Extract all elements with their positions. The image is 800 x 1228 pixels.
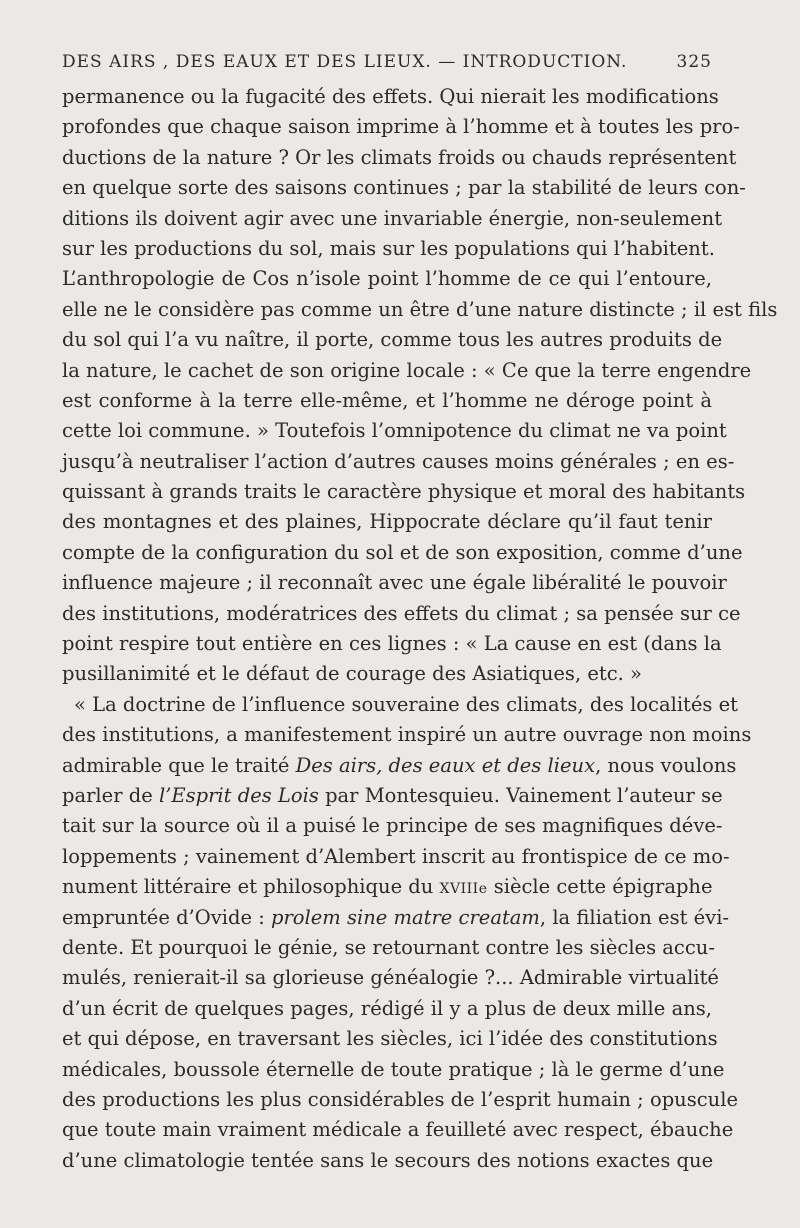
text-line: d’une climatologie tentée sans le secours des notions exactes que xyxy=(62,1148,714,1172)
text-run: empruntée d’Ovide : xyxy=(62,905,271,929)
text-line: des productions les plus considérables de l’esprit humain ; opuscule xyxy=(62,1087,738,1111)
text-line: est conforme à la terre elle-même, et l’homme ne déroge point à xyxy=(62,388,712,412)
text-line: que toute main vraiment médicale a feuilleté avec respect, ébauche xyxy=(62,1118,734,1142)
paragraph-start-line: « La doctrine de l’influence souveraine des climats, des localités et xyxy=(74,692,739,716)
text-line xyxy=(62,751,737,781)
text-line: des montagnes et des plaines, Hippocrate déclare qu’il faut tenir xyxy=(62,510,712,534)
text-line: et qui dépose, en traversant les siècles, ici l’idée des constitutions xyxy=(62,1027,718,1051)
italic-title: l’Esprit des Lois xyxy=(158,783,319,807)
text-line: quissant à grands traits le caractère physique et moral des habitants xyxy=(62,480,746,504)
text-line: sur les productions du sol, mais sur les populations qui l’habitent. xyxy=(62,236,715,260)
text-line: tait sur la source où il a puisé le principe de ses magnifiques déve- xyxy=(62,814,723,838)
text-line: elle ne le considère pas comme un être d’une nature distincte ; il est fils xyxy=(62,297,778,321)
text-line: profondes que chaque saison imprime à l’homme et à toutes les pro- xyxy=(62,115,740,139)
text-line: des institutions, modératrices des effets du climat ; sa pensée sur ce xyxy=(62,601,741,625)
text-line: médicales, boussole éternelle de toute pratique ; là le germe d’une xyxy=(62,1057,725,1081)
text-line: point respire tout entière en ces lignes : « La cause en est (dans la xyxy=(62,632,722,656)
text-run: siècle cette épigraphe xyxy=(487,875,713,899)
text-line: en quelque sorte des saisons continues ; par la stabilité de leurs con- xyxy=(62,176,746,200)
running-header xyxy=(62,52,712,72)
text-line: cette loi commune. » Toutefois l’omnipotence du climat ne va point xyxy=(62,419,727,443)
text-line: du sol qui l’a vu naître, il porte, comme tous les autres produits de xyxy=(62,328,723,352)
text-line: influence majeure ; il reconnaît avec une égale libéralité le pouvoir xyxy=(62,571,727,595)
text-line: ditions ils doivent agir avec une invariable énergie, non-seulement xyxy=(62,206,723,230)
text-run: parler de xyxy=(62,783,159,807)
text-line xyxy=(62,872,712,902)
text-line xyxy=(62,781,723,811)
text-line: la nature, le cachet de son origine locale : « Ce que la terre engendre xyxy=(62,358,752,382)
text-line: mulés, renierait-il sa glorieuse généalogie ?... Admirable virtualité xyxy=(62,966,719,990)
body-text xyxy=(62,82,778,1176)
text-run: nument littéraire et philosophique du xyxy=(62,875,440,899)
italic-title: Des airs, des eaux et des lieux xyxy=(295,753,596,777)
text-line: ductions de la nature ? Or les climats froids ou chauds représentent xyxy=(62,145,737,169)
text-line: L’anthropologie de Cos n’isole point l’homme de ce qui l’entoure, xyxy=(62,267,712,291)
page-number: 325 xyxy=(676,52,712,72)
text-run: admirable que le traité xyxy=(62,753,296,777)
text-line: jusqu’à neutraliser l’action d’autres causes moins générales ; en es- xyxy=(62,449,735,473)
running-title: DES AIRS , DES EAUX ET DES LIEUX. — INTRODUCTION. xyxy=(62,52,628,72)
text-line xyxy=(62,903,730,933)
text-line: loppements ; vainement d’Alembert inscrit au frontispice de ce mo- xyxy=(62,844,730,868)
century-numeral: XVIIIe xyxy=(439,881,488,898)
text-run: , nous voulons xyxy=(595,753,737,777)
text-line: compte de la configuration du sol et de son exposition, comme d’une xyxy=(62,540,743,564)
text-line: des institutions, a manifestement inspiré un autre ouvrage non moins xyxy=(62,723,752,747)
text-line: permanence ou la fugacité des effets. Qui nierait les modifications xyxy=(62,85,719,108)
text-line-last: pusillanimité et le défaut de courage des Asiatiques, etc. » xyxy=(62,662,642,686)
text-line: d’un écrit de quelques pages, rédigé il y a plus de deux mille ans, xyxy=(62,996,712,1020)
text-run: par Montesquieu. Vainement l’auteur se xyxy=(318,783,723,807)
text-line: dente. Et pourquoi le génie, se retournant contre les siècles accu- xyxy=(62,935,715,959)
italic-quote: prolem sine matre creatam xyxy=(270,905,540,929)
text-run: , la filiation est évi- xyxy=(539,905,730,929)
